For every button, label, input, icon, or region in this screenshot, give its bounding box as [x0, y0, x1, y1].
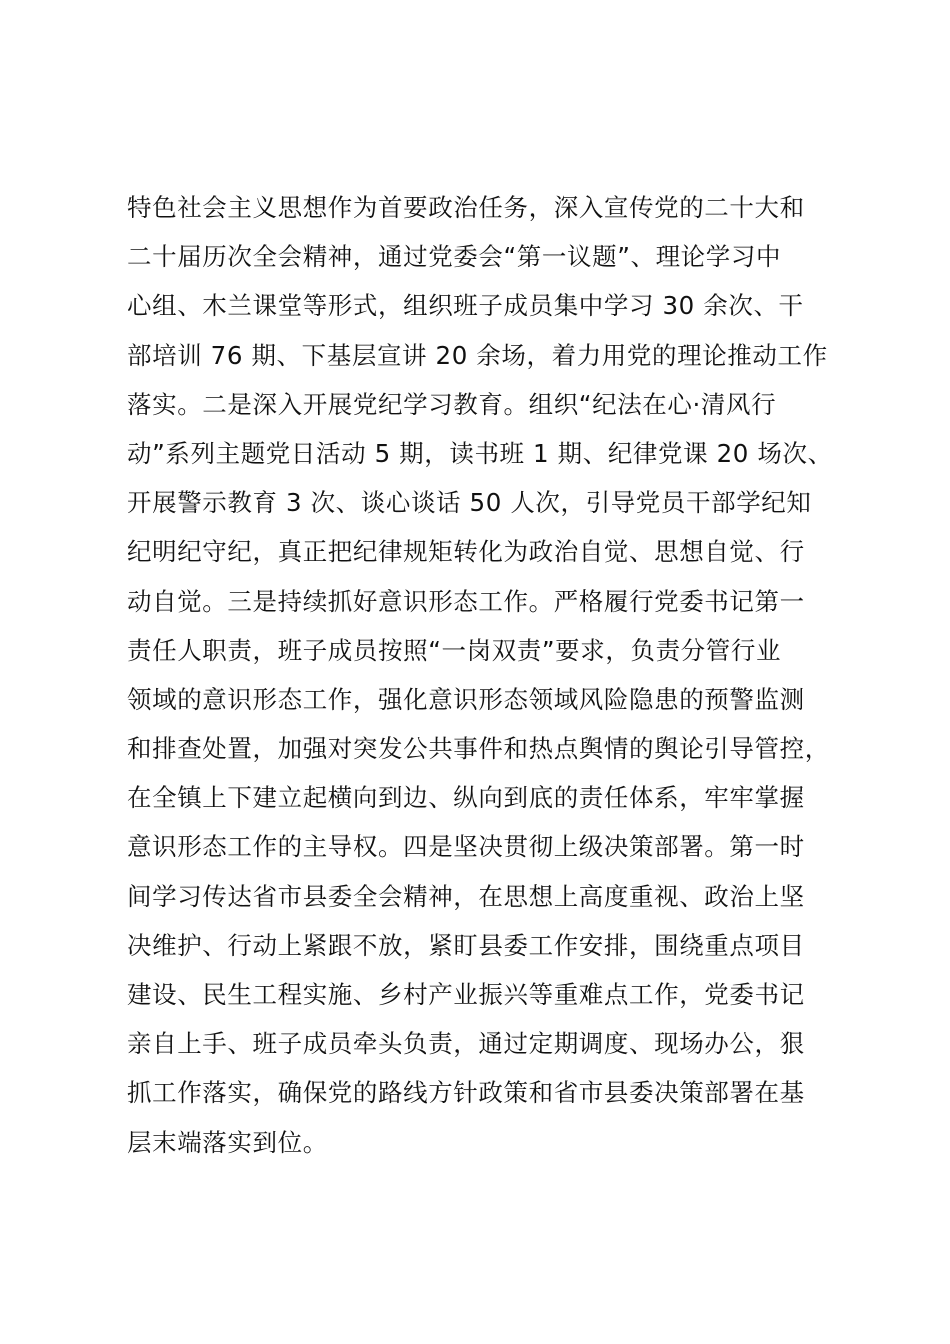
text-line-7: 开展警示教育 3 次、谈心谈话 50 人次，引导党员干部学纪知 — [127, 488, 812, 518]
text-line-14: 意识形态工作的主导权。四是坚决贯彻上级决策部署。第一时 — [127, 832, 805, 862]
text-line-20: 层末端落实到位。 — [127, 1127, 328, 1157]
text-line-2: 二十届历次全会精神，通过党委会“第一议题”、理论学习中 — [127, 242, 782, 272]
text-line-6: 动”系列主题党日活动 5 期，读书班 1 期、纪律党课 20 场次、 — [127, 438, 833, 468]
text-line-19: 抓工作落实，确保党的路线方针政策和省市县委决策部署在基 — [127, 1078, 805, 1108]
text-line-17: 建设、民生工程实施、乡村产业振兴等重难点工作，党委书记 — [127, 980, 805, 1009]
text-line-16: 决维护、行动上紧跟不放，紧盯县委工作安排，围绕重点项目 — [127, 930, 805, 960]
text-line-4: 部培训 76 期、下基层宣讲 20 余场，着力用党的理论推动工作 — [127, 340, 828, 370]
text-line-11: 领域的意识形态工作，强化意识形态领域风险隐患的预警监测 — [127, 684, 805, 714]
text-line-13: 在全镇上下建立起横向到边、纵向到底的责任体系，牢牢掌握 — [127, 783, 805, 813]
text-line-15: 间学习传达省市县委全会精神，在思想上高度重视、政治上坚 — [127, 881, 805, 911]
text-line-10: 责任人职责，班子成员按照“一岗双责”要求，负责分管行业 — [127, 635, 782, 665]
text-line-9: 动自觉。三是持续抓好意识形态工作。严格履行党委书记第一 — [127, 586, 805, 616]
text-line-1: 特色社会主义思想作为首要政治任务，深入宣传党的二十大和 — [127, 193, 805, 222]
text-line-5: 落实。二是深入开展党纪学习教育。组织“纪法在心·清风行 — [127, 389, 777, 419]
text-line-8: 纪明纪守纪，真正把纪律规矩转化为政治自觉、思想自觉、行 — [127, 537, 805, 567]
body-paragraph — [127, 183, 867, 1167]
text-line-12: 和排查处置，加强对突发公共事件和热点舆情的舆论引导管控， — [127, 734, 830, 764]
text-line-3: 心组、木兰课堂等形式，组织班子成员集中学习 30 余次、干 — [127, 291, 804, 321]
text-line-18: 亲自上手、班子成员牵头负责，通过定期调度、现场办公，狠 — [127, 1029, 805, 1059]
